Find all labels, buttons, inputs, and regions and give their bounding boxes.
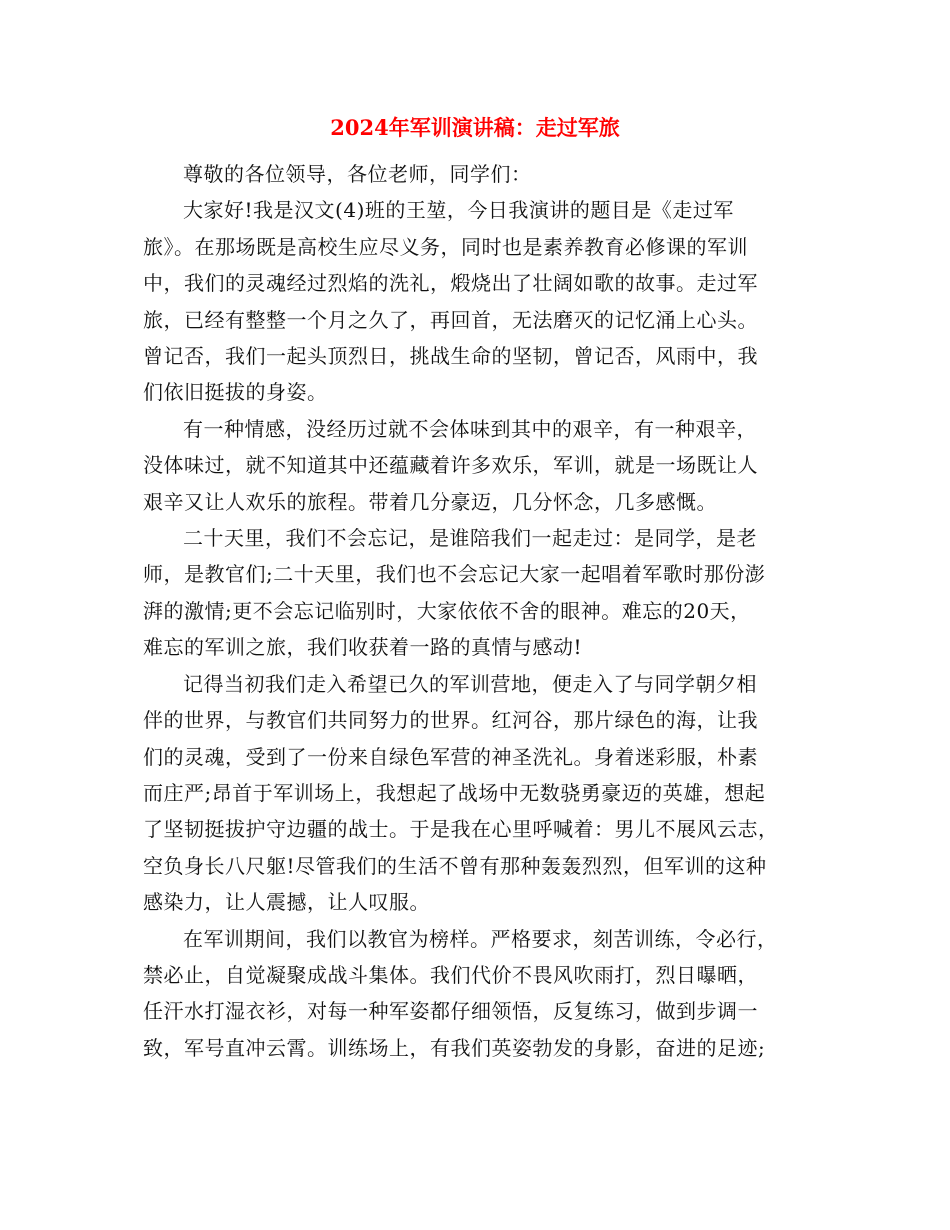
text-line: 湃的激情;更不会忘记临别时，大家依依不舍的眼神。难忘的20天， (143, 598, 751, 623)
text-line: 而庄严;昂首于军训场上，我想起了战场中无数骁勇豪迈的英雄，想起 (143, 780, 766, 805)
text-line: 师，是教官们;二十天里，我们也不会忘记大家一起唱着军歌时那份澎 (143, 562, 766, 587)
text-line: 任汗水打湿衣衫，对每一种军姿都仔细领悟，反复练习，做到步调一 (143, 999, 758, 1024)
paragraph-2 (143, 192, 805, 410)
text-line: 们的灵魂，受到了一份来自绿色军营的神圣洗礼。身着迷彩服，朴素 (143, 744, 758, 769)
text-line: 艰辛又让人欢乐的旅程。带着几分豪迈，几分怀念，几多感慨。 (143, 489, 717, 514)
text-line: 没体味过，就不知道其中还蕴藏着许多欢乐，军训，就是一场既让人 (143, 453, 758, 478)
text-line: 旅，已经有整整一个月之久了，再回首，无法磨灭的记忆涌上心头。 (143, 307, 758, 332)
text-line: 空负身长八尺躯!尽管我们的生活不曾有那种轰轰烈烈，但军训的这种 (143, 853, 767, 878)
paragraph-5 (143, 666, 805, 921)
text-line: 禁必止，自觉凝聚成战斗集体。我们代价不畏风吹雨打，烈日曝晒， (143, 962, 758, 987)
paragraph-4 (143, 520, 805, 666)
text-line: 二十天里，我们不会忘记，是谁陪我们一起走过：是同学，是老 (183, 526, 757, 551)
document-title: 2024年军训演讲稿：走过军旅 (330, 115, 620, 140)
text-line: 大家好!我是汉文(4)班的王堃，今日我演讲的题目是《走过军 (183, 198, 734, 223)
text-line: 了坚韧挺拔护守边疆的战士。于是我在心里呼喊着：男儿不展风云志， (143, 817, 779, 842)
text-line: 旅》。在那场既是高校生应尽义务，同时也是素养教育必修课的军训 (143, 234, 748, 259)
text-line: 中，我们的灵魂经过烈焰的洗礼，煅烧出了壮阔如歌的故事。走过军 (143, 271, 758, 296)
text-line: 曾记否，我们一起头顶烈日，挑战生命的坚韧，曾记否，风雨中，我 (143, 344, 758, 369)
paragraph-1 (143, 156, 805, 192)
text-line: 有一种情感，没经历过就不会体味到其中的艰辛，有一种艰辛， (183, 416, 757, 441)
text-line: 在军训期间，我们以教官为榜样。严格要求，刻苦训练，令必行， (183, 926, 778, 951)
document-body (143, 156, 805, 1066)
text-line: 们依旧挺拔的身姿。 (143, 380, 328, 405)
paragraph-3 (143, 411, 805, 520)
text-line: 难忘的军训之旅，我们收获着一路的真情与感动! (143, 635, 583, 660)
text-line: 感染力，让人震撼，让人叹服。 (143, 890, 430, 915)
text-line: 尊敬的各位领导，各位老师，同学们： (183, 162, 532, 186)
text-line: 记得当初我们走入希望已久的军训营地，便走入了与同学朝夕相 (183, 671, 757, 696)
paragraph-6 (143, 921, 805, 1067)
text-line: 伴的世界，与教官们共同努力的世界。红河谷，那片绿色的海，让我 (143, 708, 758, 733)
text-line: 致，军号直冲云霄。训练场上，有我们英姿勃发的身影，奋进的足迹; (143, 1035, 766, 1060)
